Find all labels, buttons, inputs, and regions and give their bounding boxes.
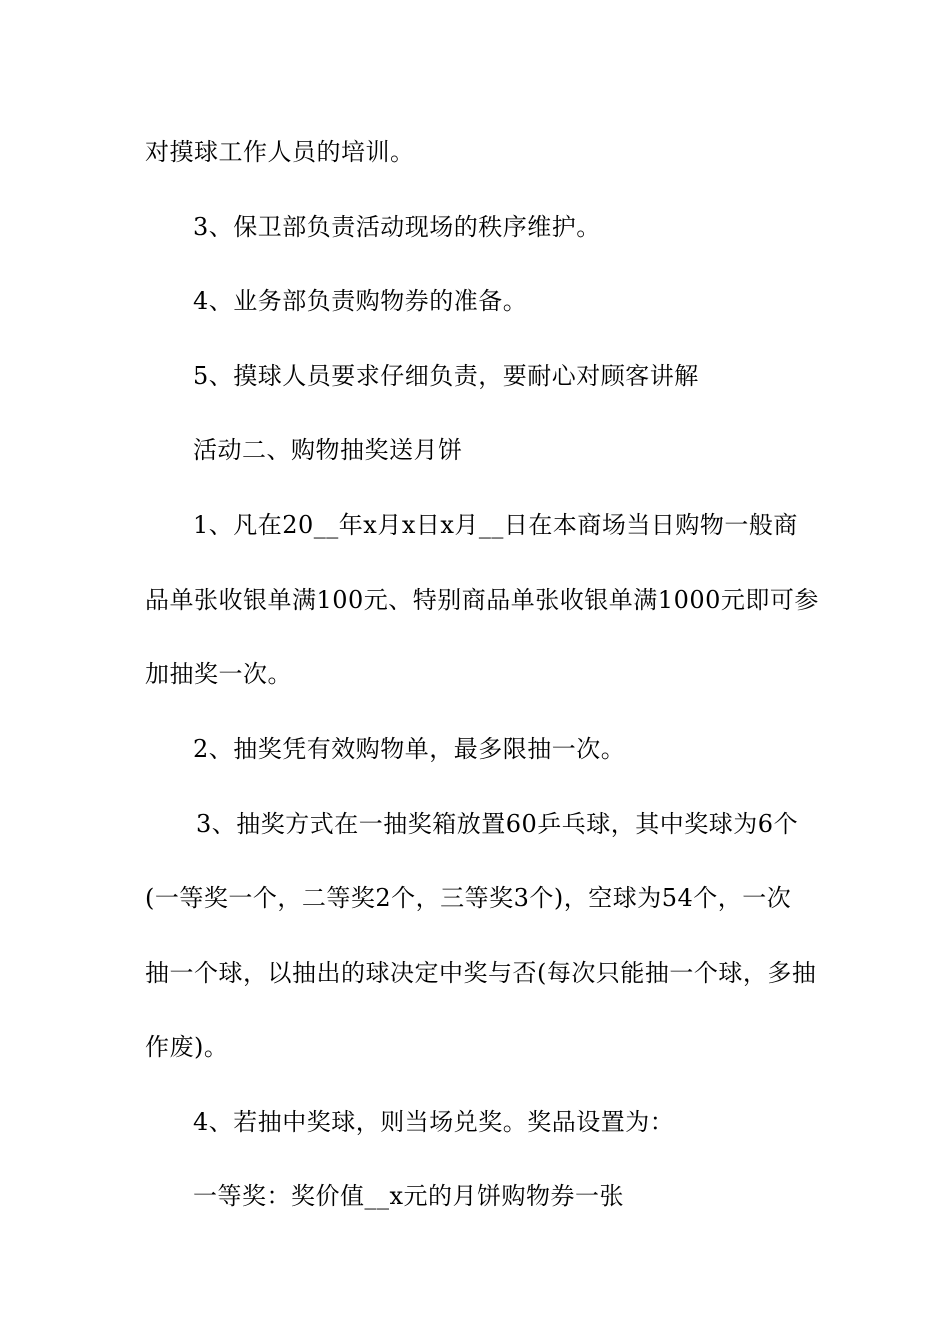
text-line-15: 一等奖：奖价值__x元的月饼购物券一张: [193, 1182, 625, 1210]
text-line-9: 2、抽奖凭有效购物单，最多限抽一次。: [193, 735, 626, 763]
text-line-7: 品单张收银单满100元、特别商品单张收银单满1000元即可参: [145, 586, 819, 614]
section-heading: 活动二、购物抽奖送月饼: [193, 436, 463, 464]
text-line-8: 加抽奖一次。: [145, 660, 292, 688]
text-line-6: 1、凡在20__年x月x日x月__日在本商场当日购物一般商: [193, 511, 798, 539]
text-line-10: 3、抽奖方式在一抽奖箱放置60乒乓球，其中奖球为6个: [196, 810, 799, 838]
text-line-2: 3、保卫部负责活动现场的秩序维护。: [193, 213, 601, 241]
text-line-4: 5、摸球人员要求仔细负责，要耐心对顾客讲解: [193, 362, 699, 390]
text-line-13: 作废)。: [145, 1033, 229, 1061]
text-line-11: (一等奖一个，二等奖2个，三等奖3个)，空球为54个，一次: [145, 884, 792, 912]
text-line-12: 抽一个球，以抽出的球决定中奖与否(每次只能抽一个球，多抽: [145, 959, 817, 987]
text-line-3: 4、业务部负责购物券的准备。: [193, 287, 528, 315]
text-line-1: 对摸球工作人员的培训。: [145, 138, 415, 166]
text-line-14: 4、若抽中奖球，则当场兑奖。奖品设置为：: [193, 1108, 675, 1136]
